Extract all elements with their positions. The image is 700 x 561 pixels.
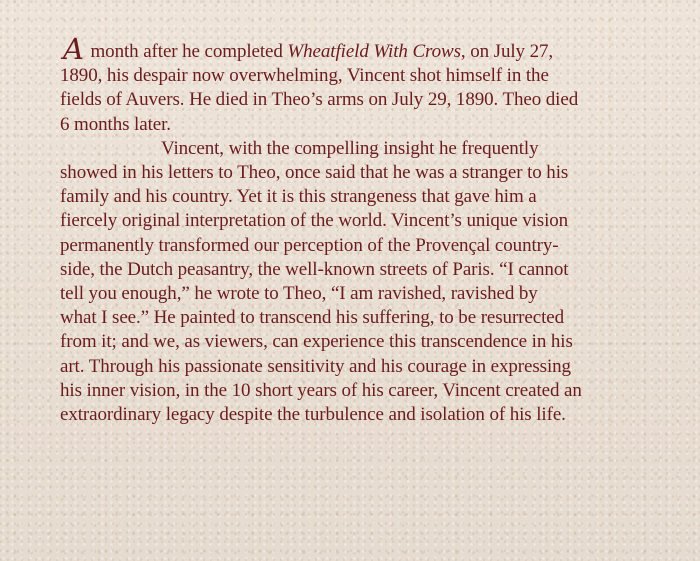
text-line: 1890, his despair now overwhelming, Vincent shot himself in the <box>60 65 549 87</box>
text-line: 6 months later. <box>60 113 171 135</box>
text-line: family and his country. Yet it is this strangeness that gave him a <box>60 186 537 208</box>
text-line: showed in his letters to Theo, once said that he was a stranger to his <box>60 162 569 184</box>
text-line: permanently transformed our perception of the Provençal country- <box>60 234 559 256</box>
text-line: fiercely original interpretation of the world. Vincent’s unique vision <box>60 210 569 232</box>
text-line: fields of Auvers. He died in Theo’s arms on July 29, 1890. Theo died <box>60 89 579 111</box>
text-fragment: , on July 27, <box>460 41 554 62</box>
text-line <box>60 32 640 66</box>
paragraph-first-line: Vincent, with the compelling insight he frequently <box>161 137 539 159</box>
text-line: extraordinary legacy despite the turbulence and isolation of his life. <box>60 404 566 426</box>
text-line: tell you enough,” he wrote to Theo, “I am ravished, ravished by <box>60 283 538 305</box>
drop-cap: A <box>63 32 84 66</box>
text-line: art. Through his passionate sensitivity and his courage in expressing <box>60 355 571 377</box>
body-text <box>60 32 640 427</box>
artwork-title: Wheatfield With Crows <box>287 41 461 62</box>
text-line: what I see.” He painted to transcend his suffering, to be resurrected <box>60 307 564 329</box>
text-fragment: month after he completed <box>85 41 288 62</box>
text-line: side, the Dutch peasantry, the well-known streets of Paris. “I cannot <box>60 258 569 280</box>
text-line: from it; and we, as viewers, can experience this transcendence in his <box>60 331 573 353</box>
text-line: his inner vision, in the 10 short years of his career, Vincent created an <box>60 379 582 401</box>
